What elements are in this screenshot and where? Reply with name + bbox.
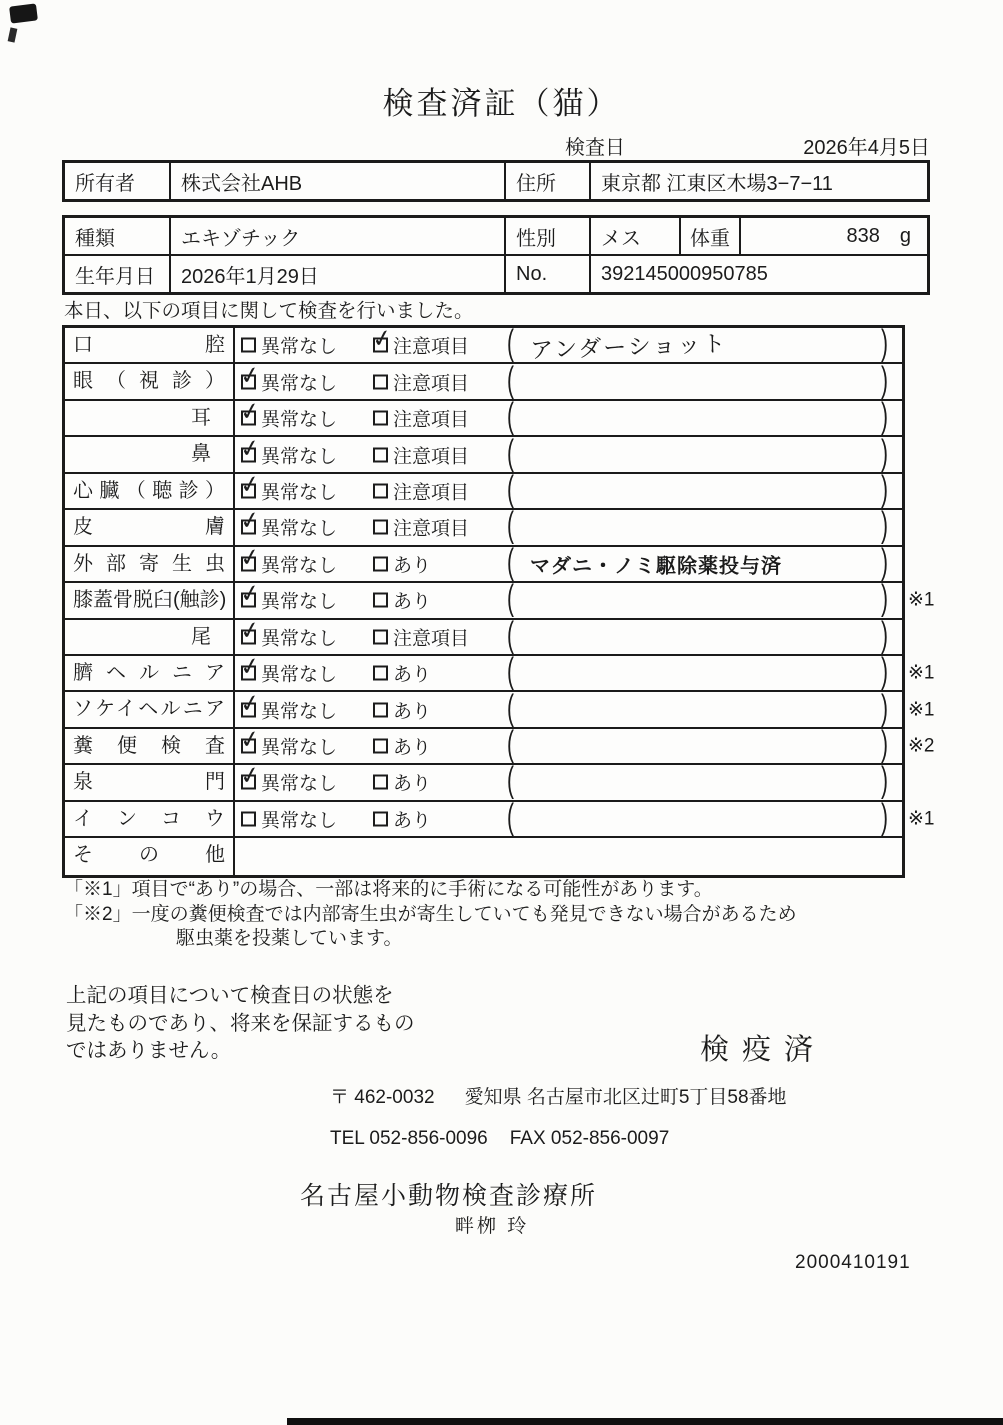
paren-open: ( (507, 688, 514, 728)
inspection-date-value: 2026年4月5日 (803, 137, 930, 159)
inspection-row (65, 798, 935, 838)
inspection-row-body (235, 760, 902, 801)
paren-close: ) (881, 579, 888, 619)
inspection-item-label: 心臓（聴診） (65, 474, 235, 508)
inspection-row-body (235, 432, 902, 473)
scan-artifact (287, 1418, 1003, 1425)
checkbox-no-abnormality[interactable] (237, 760, 263, 792)
inspection-item-label: 尾 (65, 620, 235, 654)
option-attention (373, 769, 431, 796)
option-attention (373, 660, 431, 687)
checkbox-label-attention: あり (393, 555, 432, 577)
checkbox-label-no-abnormality: 異常なし (261, 336, 338, 358)
paren-open: ( (507, 542, 514, 583)
checkmark: ✓ (237, 468, 263, 501)
inspection-table (62, 323, 935, 878)
checkbox-no-abnormality[interactable] (237, 723, 263, 756)
checkbox-label-attention: 注意項目 (393, 446, 470, 468)
checkbox-label-no-abnormality: 異常なし (261, 518, 338, 540)
inspection-row-body (235, 468, 902, 510)
checkbox-no-abnormality[interactable] (237, 651, 263, 683)
checkbox-label-no-abnormality: 異常なし (261, 628, 338, 650)
owner-table (62, 160, 930, 202)
checkbox-attention[interactable] (373, 483, 388, 498)
checkmark: ✓ (237, 359, 263, 391)
inspection-item-label: 膝蓋骨脱臼(触診) (65, 583, 235, 617)
option-attention (373, 696, 431, 723)
inspection-item-label: 鼻 (65, 437, 235, 471)
clinic-tel: TEL 052-856-0096 (330, 1128, 488, 1149)
inspection-row (65, 687, 935, 728)
inspection-row-body (235, 687, 902, 728)
paren-open: ( (507, 725, 514, 765)
footnote-mark: ※1 (908, 808, 935, 830)
inspection-date-row (565, 131, 930, 160)
pet-table (62, 215, 930, 295)
option-no-abnormality (237, 614, 338, 650)
option-no-abnormality (237, 723, 338, 760)
checkmark: ✓ (369, 323, 395, 355)
inspection-row (65, 468, 902, 510)
postal-code: 〒 462-0032 (330, 1087, 435, 1108)
option-attention (373, 550, 431, 577)
paren-close: ) (881, 652, 888, 692)
paren-close: ) (881, 725, 888, 765)
option-no-abnormality (237, 578, 338, 614)
checkbox-label-attention: あり (393, 773, 432, 795)
checkmark: ✓ (237, 505, 263, 537)
checkmark: ✓ (237, 651, 263, 683)
inspection-item-label: 眼（視診） (65, 364, 235, 398)
paren-close: ) (881, 433, 888, 473)
option-no-abnormality (237, 760, 338, 796)
checkbox-no-abnormality[interactable] (237, 541, 263, 573)
inspection-row (65, 359, 902, 400)
checkbox-label-no-abnormality: 異常なし (261, 555, 338, 577)
species-label: 種類 (65, 218, 171, 254)
weight-value: 838 (846, 224, 880, 247)
option-no-abnormality (237, 687, 338, 723)
document-number: 2000410191 (795, 1252, 911, 1273)
clinic-telfax-row (330, 1128, 669, 1150)
veterinarian-name: 畔栁 玲 (455, 1216, 530, 1237)
inspection-row (65, 838, 902, 874)
inspection-item-label: 臍ヘルニア (65, 656, 235, 690)
weight-cell (741, 218, 927, 254)
checkbox-label-attention: 注意項目 (393, 409, 470, 431)
disclaimer (66, 982, 415, 1065)
checkbox-no-abnormality[interactable] (241, 811, 256, 826)
inspection-item-label: 糞便検査 (65, 729, 235, 763)
checkmark: ✓ (237, 687, 263, 719)
footnote-mark: ※1 (908, 662, 935, 684)
weight-label: 体重 (681, 218, 741, 254)
clinic-address-row (330, 1082, 787, 1109)
checkmark: ✓ (237, 760, 263, 792)
checkbox-attention[interactable] (373, 811, 388, 826)
checkbox-label-no-abnormality: 異常なし (261, 737, 338, 759)
option-attention (373, 368, 469, 395)
checkbox-label-no-abnormality: 異常なし (261, 373, 338, 395)
inspection-row (65, 760, 902, 801)
owner-address-label: 住所 (506, 163, 591, 199)
option-attention (373, 623, 469, 650)
inspection-row-body (235, 578, 902, 619)
checkbox-label-attention: あり (393, 664, 432, 686)
checkbox-label-no-abnormality: 異常なし (261, 591, 338, 613)
weight-unit: g (899, 224, 911, 247)
paren-close: ) (881, 360, 888, 400)
checkbox-attention[interactable] (373, 411, 388, 426)
footnotes (64, 878, 797, 952)
inspection-note: マダニ・ノミ駆除薬投与済 (530, 555, 782, 578)
checkbox-no-abnormality[interactable] (237, 359, 263, 391)
checkmark: ✓ (237, 723, 263, 756)
paren-close: ) (881, 470, 888, 510)
option-attention (373, 405, 469, 432)
checkbox-label-attention: 注意項目 (393, 373, 470, 395)
option-no-abnormality (241, 332, 337, 359)
disclaimer-line-2: 見たものであり、将来を保証するもの (66, 1011, 415, 1035)
checkbox-label-attention: あり (393, 701, 432, 723)
checkbox-no-abnormality[interactable] (237, 578, 263, 610)
paren-open: ( (507, 397, 514, 437)
checkmark: ✓ (237, 541, 263, 573)
no-value: 392145000950785 (601, 262, 768, 285)
inspection-row-body (235, 723, 902, 765)
checkbox-no-abnormality[interactable] (237, 614, 263, 646)
option-no-abnormality (237, 651, 338, 687)
paren-close: ) (881, 324, 888, 364)
footnote-1: 「※1」項目で“あり”の場合、一部は将来的に手術になる可能性があります。 (64, 879, 713, 900)
inspection-item-label: ソケイヘルニア (65, 692, 235, 726)
paren-open: ( (507, 433, 514, 473)
inspection-row-body (235, 614, 902, 655)
checkbox-label-attention: 注意項目 (393, 482, 470, 504)
intro-text: 本日、以下の項目に関して検査を行いました。 (64, 300, 474, 322)
paren-open: ( (507, 798, 514, 838)
inspection-row-body (235, 396, 902, 437)
paren-open: ( (507, 579, 514, 619)
inspection-row-body (235, 838, 902, 874)
no-label: No. (506, 256, 591, 292)
checkbox-label-no-abnormality: 異常なし (261, 664, 338, 686)
inspection-row (65, 323, 902, 364)
option-no-abnormality (237, 359, 338, 395)
checkbox-attention[interactable] (373, 775, 388, 790)
inspection-row (65, 541, 902, 583)
inspection-item-label: インコウ (65, 802, 235, 836)
inspection-row-body (235, 651, 902, 692)
checkbox-label-no-abnormality: 異常なし (261, 482, 338, 504)
inspection-row-body (235, 798, 902, 838)
inspection-row-body (235, 359, 902, 400)
inspection-row-body (235, 505, 902, 546)
birthdate-value: 2026年1月29日 (171, 256, 506, 292)
paren-close: ) (881, 397, 888, 437)
option-attention (369, 323, 470, 359)
checkbox-label-attention: 注意項目 (393, 518, 470, 540)
checkbox-label-attention: 注意項目 (393, 336, 470, 358)
inspection-note: アンダーショット (529, 330, 728, 364)
inspection-row (65, 578, 935, 619)
checkbox-attention[interactable] (373, 739, 388, 754)
paren-open: ( (507, 324, 514, 364)
checkbox-no-abnormality[interactable] (241, 338, 256, 353)
clinic-fax: FAX 052-856-0097 (509, 1128, 670, 1149)
checkbox-label-attention: 注意項目 (393, 628, 470, 650)
paren-close: ) (881, 761, 888, 801)
paren-close: ) (881, 506, 888, 546)
checkbox-no-abnormality[interactable] (237, 468, 263, 501)
paren-close: ) (881, 615, 888, 655)
owner-value: 株式会社AHB (171, 163, 506, 199)
inspection-row (65, 396, 902, 437)
footnote-mark: ※1 (908, 699, 935, 721)
checkbox-label-attention: あり (393, 737, 432, 759)
inspection-item-label: 口腔 (65, 328, 235, 362)
inspection-row (65, 432, 902, 473)
checkbox-no-abnormality[interactable] (237, 396, 263, 428)
footnote-mark: ※2 (908, 735, 935, 757)
clinic-address: 愛知県 名古屋市北区辻町5丁目58番地 (464, 1087, 787, 1108)
checkbox-attention[interactable] (373, 593, 388, 608)
birthdate-label: 生年月日 (65, 256, 171, 292)
quarantine-stamp: 検疫済 (700, 1034, 827, 1066)
paren-close: ) (881, 688, 888, 728)
owner-address-value: 東京都 江東区木場3−7−11 (601, 172, 833, 195)
checkbox-no-abnormality[interactable] (237, 505, 263, 537)
inspection-item-label: 泉門 (65, 765, 235, 799)
sex-value: メス (591, 218, 681, 254)
inspection-date-label: 検査日 (565, 137, 625, 159)
paren-open: ( (507, 652, 514, 692)
inspection-item-label: その他 (65, 838, 235, 874)
option-no-abnormality (241, 805, 337, 832)
checkbox-attention[interactable] (373, 374, 388, 389)
inspection-row (65, 651, 935, 692)
paren-close: ) (881, 798, 888, 838)
inspection-item-label: 外部寄生虫 (65, 547, 235, 581)
inspection-row-body (235, 541, 902, 583)
checkbox-attention[interactable] (373, 447, 388, 462)
option-attention (373, 733, 431, 760)
footnote-2-continued: 駆虫薬を投薬しています。 (176, 928, 403, 949)
option-attention (373, 514, 469, 541)
checkbox-label-no-abnormality: 異常なし (261, 773, 338, 795)
paren-open: ( (507, 506, 514, 546)
checkbox-attention[interactable] (373, 666, 388, 681)
inspection-row (65, 505, 902, 546)
checkbox-no-abnormality[interactable] (237, 687, 263, 719)
option-attention (373, 441, 469, 468)
inspection-row-body (235, 323, 902, 364)
option-attention (373, 587, 431, 614)
checkbox-attention[interactable] (373, 520, 388, 535)
checkbox-attention[interactable] (373, 702, 388, 717)
paren-open: ( (507, 761, 514, 801)
species-value: エキゾチック (171, 218, 506, 254)
scan-artifact (9, 3, 38, 23)
paren-open: ( (507, 470, 514, 510)
checkmark: ✓ (237, 396, 263, 428)
option-no-abnormality (237, 505, 338, 541)
option-attention (373, 477, 469, 504)
paren-open: ( (507, 615, 514, 655)
inspection-item-label: 皮膚 (65, 510, 235, 544)
option-no-abnormality (237, 432, 338, 468)
checkbox-attention[interactable] (373, 629, 388, 644)
checkmark: ✓ (237, 614, 263, 646)
checkbox-label-no-abnormality: 異常なし (261, 810, 338, 832)
page-title: 検査済証（猫） (382, 86, 621, 121)
checkmark: ✓ (237, 578, 263, 610)
checkbox-attention[interactable] (369, 323, 395, 355)
paren-close: ) (881, 542, 888, 583)
option-attention (373, 805, 431, 832)
option-no-abnormality (237, 468, 338, 504)
checkbox-label-no-abnormality: 異常なし (261, 446, 338, 468)
checkbox-attention[interactable] (373, 556, 388, 571)
checkbox-label-attention: あり (393, 591, 432, 613)
checkmark: ✓ (237, 432, 263, 464)
disclaimer-line-3: ではありません。 (66, 1039, 232, 1062)
paren-open: ( (507, 360, 514, 400)
inspection-row (65, 614, 902, 656)
inspection-row (65, 723, 935, 765)
checkbox-no-abnormality[interactable] (237, 432, 263, 464)
scan-artifact (8, 27, 18, 42)
disclaimer-line-1: 上記の項目について検査日の状態を (66, 984, 394, 1007)
option-no-abnormality (237, 541, 338, 577)
sex-label: 性別 (506, 218, 591, 254)
owner-label: 所有者 (65, 163, 171, 199)
checkbox-label-attention: あり (393, 810, 432, 832)
option-no-abnormality (237, 396, 338, 432)
footnote-2: 「※2」一度の糞便検査では内部寄生虫が寄生していても発見できない場合があるため (64, 903, 797, 925)
checkbox-label-no-abnormality: 異常なし (261, 701, 338, 723)
footnote-mark: ※1 (908, 589, 935, 611)
checkbox-label-no-abnormality: 異常なし (261, 409, 338, 431)
clinic-name: 名古屋小動物検査診療所 (300, 1182, 598, 1210)
inspection-item-label: 耳 (65, 401, 235, 435)
